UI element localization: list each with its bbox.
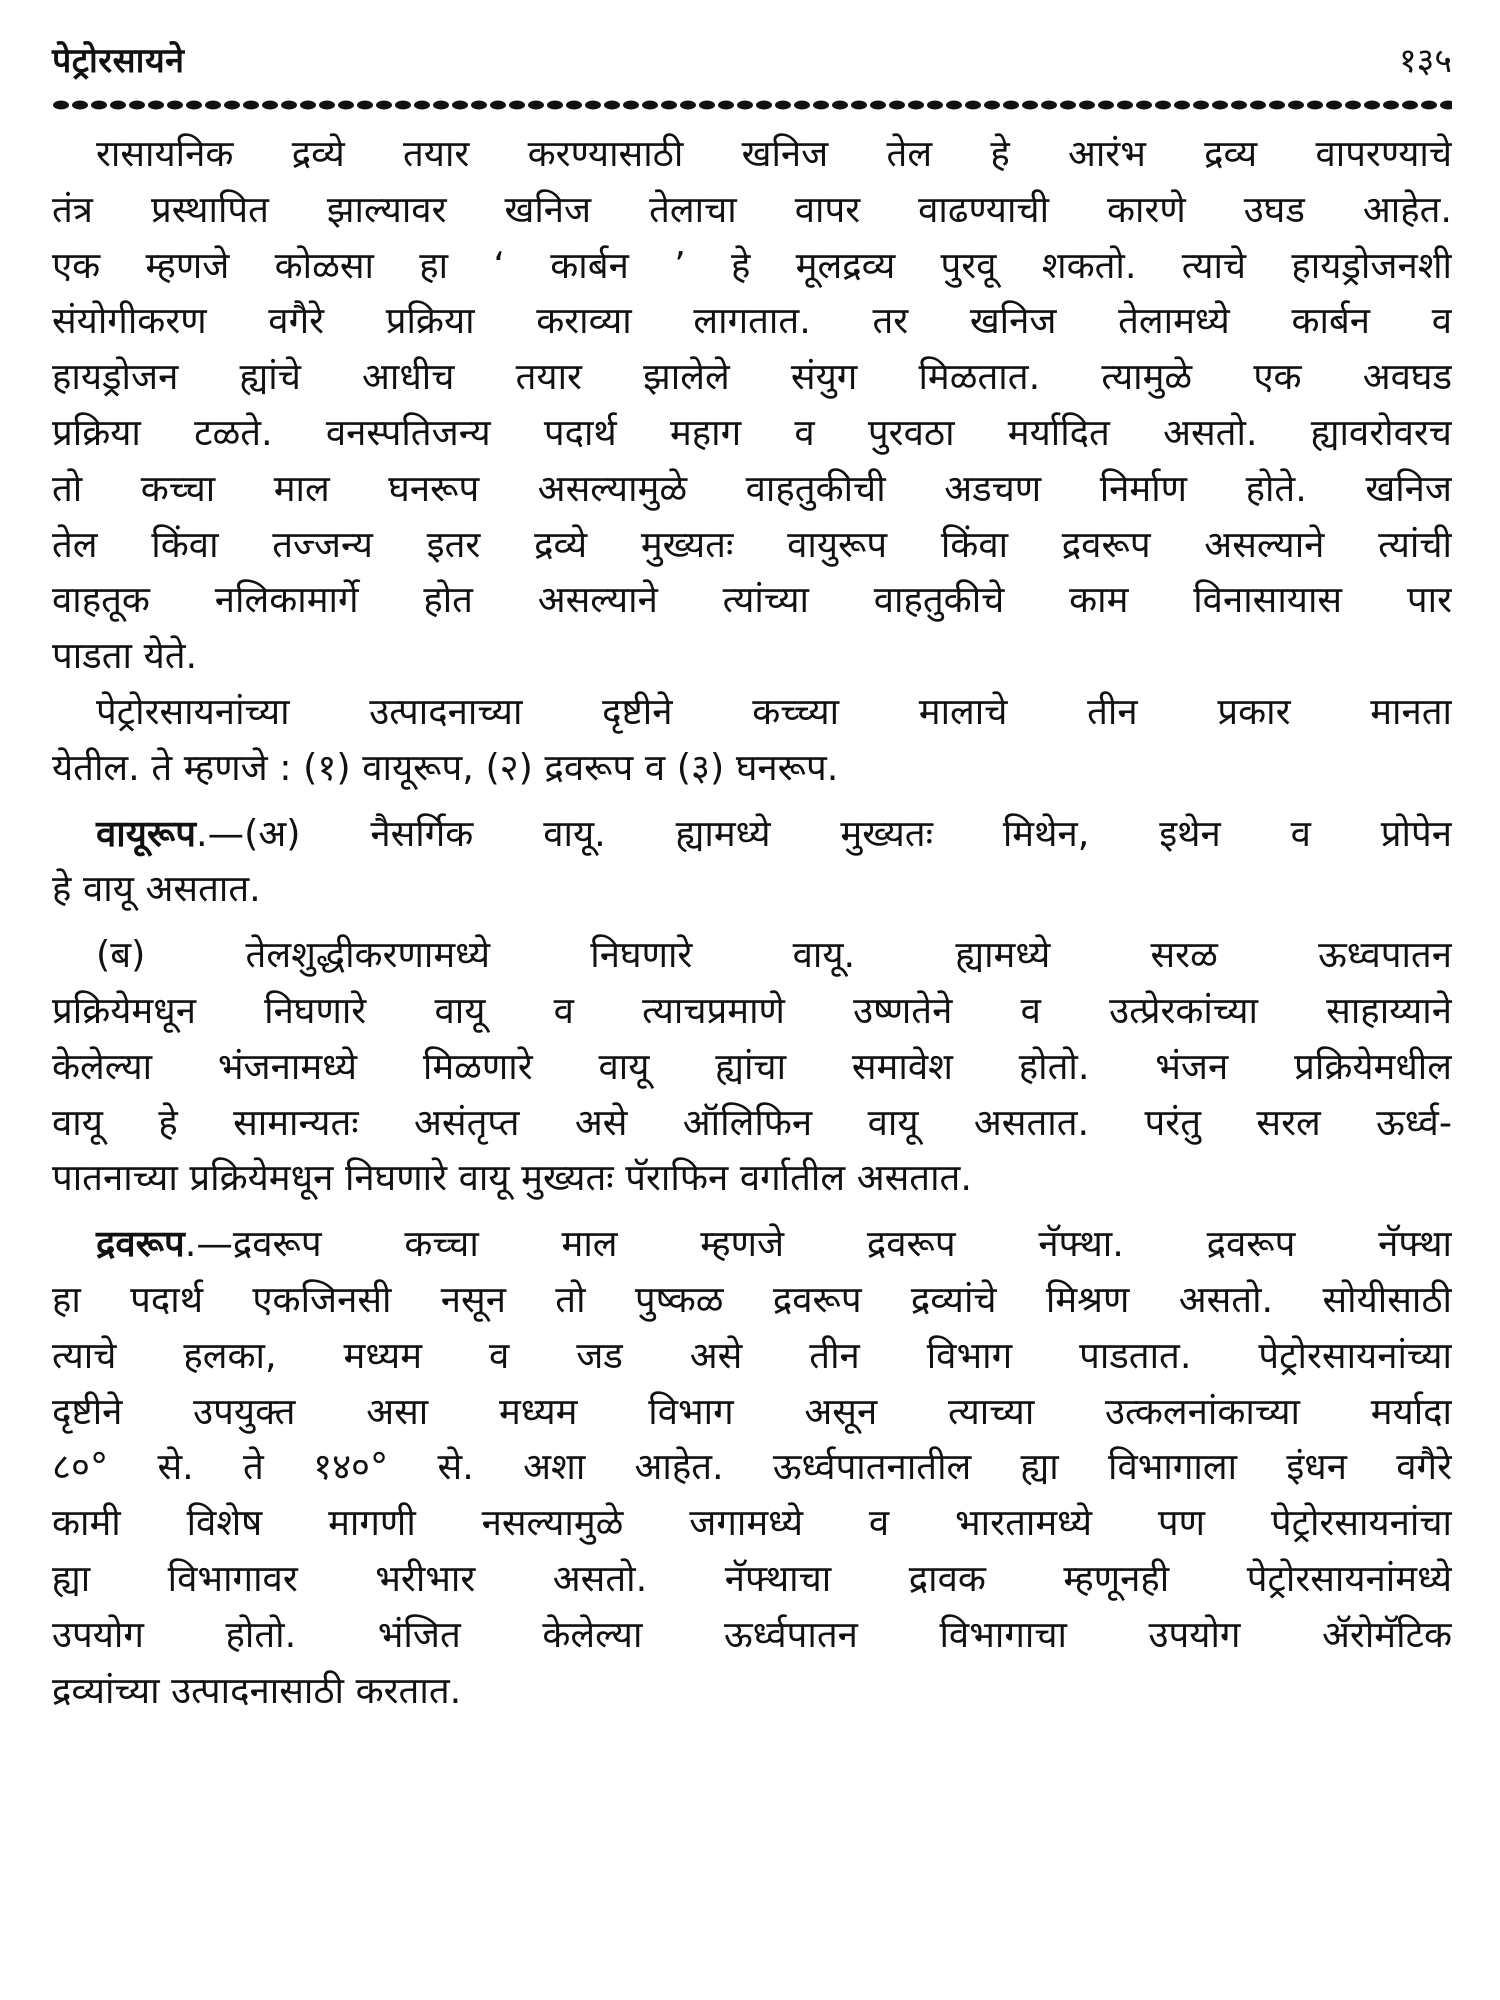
text-line: ह्या विभागावर भरीभार असतो. नॅफ्थाचा द्रावक म्हणूनही पेट्रोरसायनांमध्ये [52,1556,1452,1600]
text-line: उपयोग होतो. भंजित केलेल्या ऊर्ध्वपातन विभागाचा उपयोग ॲरोमॅटिक [52,1612,1452,1656]
text-line: दृष्टीने उपयुक्त असा मध्यम विभाग असून त्याच्या उत्कलनांकाच्या मर्यादा [52,1389,1452,1433]
section-term: वायूरूप [96,811,197,855]
paragraph [52,686,1452,798]
paragraph [52,1218,1452,1720]
text-run: .—(अ) नैसर्गिक वायू. ह्यामध्ये मुख्यतः मिथेन, इथेन व प्रोपेन [196,811,1452,855]
paragraph [52,808,1452,920]
text-run: .—द्रवरूप कच्चा माल म्हणजे द्रवरूप नॅफ्था. द्रवरूप नॅफ्था [184,1222,1452,1266]
text-line: तेल किंवा तज्जन्य इतर द्रव्ये मुख्यतः वायुरूप किंवा द्रवरूप असल्याने त्यांची [52,522,1452,566]
paragraph [52,128,1452,686]
text-line: हे वायू असतात. [52,867,261,911]
text-line: पाडता येते. [52,634,198,678]
text-line: केलेल्या भंजनामध्ये मिळणारे वायू ह्यांचा समावेश होतो. भंजन प्रक्रियेमधील [52,1044,1452,1088]
paragraph [52,929,1452,1208]
text-line: संयोगीकरण वगैरे प्रक्रिया कराव्या लागतात. तर खनिज तेलामध्ये कार्बन व [52,299,1452,343]
text-line: रासायनिक द्रव्ये तयार करण्यासाठी खनिज तेल हे आरंभ द्रव्य वापरण्याचे [96,132,1452,175]
text-line: येतील. ते म्हणजे : (१) वायूरूप, (२) द्रवरूप व (३) घनरूप. [52,745,839,789]
text-line: प्रक्रिया टळते. वनस्पतिजन्य पदार्थ महाग व पुरवठा मर्यादित असतो. ह्यावरोवरच [52,410,1452,454]
text-line [52,808,1452,864]
text-line: द्रव्यांच्या उत्पादनासाठी करतात. [52,1668,462,1712]
text-line: हा पदार्थ एकजिनसी नसून तो पुष्कळ द्रवरूप द्रव्यांचे मिश्रण असतो. सोयीसाठी [52,1277,1452,1321]
text-line [52,1218,1452,1274]
text-line: प्रक्रियेमधून निघणारे वायू व त्याचप्रमाणे उष्णतेने व उत्प्रेरकांच्या साहाय्याने [52,988,1452,1032]
text-line: कामी विशेष मागणी नसल्यामुळे जगामध्ये व भारतामध्ये पण पेट्रोरसायनांचा [52,1501,1452,1545]
text-line: त्याचे हलका, मध्यम व जड असे तीन विभाग पाडतात. पेट्रोरसायनांच्या [52,1333,1452,1377]
text-line: तंत्र प्रस्थापित झाल्यावर खनिज तेलाचा वापर वाढण्याची कारणे उघड आहेत. [52,187,1452,231]
page-header [52,36,1452,96]
running-head: पेट्रोरसायने [52,41,185,81]
section-term: द्रवरूप [96,1222,185,1266]
text-line: वायू हे सामान्यतः असंतृप्त असे ऑलिफिन वायू असतात. परंतु सरल ऊर्ध्व- [52,1100,1452,1144]
text-line: पेट्रोरसायनांच्या उत्पादनाच्या दृष्टीने कच्च्या मालाचे तीन प्रकार मानता [96,689,1452,733]
header-ornamental-rule [52,98,1452,112]
text-line: तो कच्चा माल घनरूप असल्यामुळे वाहतुकीची अडचण निर्माण होते. खनिज [52,466,1452,510]
body-text [52,128,1452,1720]
text-line: (ब) तेलशुद्धीकरणामध्ये निघणारे वायू. ह्यामध्ये सरळ ऊध्वपातन [96,933,1452,977]
text-line: एक म्हणजे कोळसा हा ‘ कार्बन ’ हे मूलद्रव्य पुरवू शकतो. त्याचे हायड्रोजनशी [52,243,1452,287]
text-line: हायड्रोजन ह्यांचे आधीच तयार झालेले संयुग मिळतात. त्यामुळे एक अवघड [52,355,1452,399]
page-number: १३५ [1398,41,1452,81]
text-line: ८०° से. ते १४०° से. अशा आहेत. ऊर्ध्वपातनातील ह्या विभागाला इंधन वगैरे [52,1445,1452,1489]
text-line: पातनाच्या प्रक्रियेमधून निघणारे वायू मुख्यतः पॅराफिन वर्गातील असतात. [52,1156,972,1200]
text-line: वाहतूक नलिकामार्गे होत असल्याने त्यांच्या वाहतुकीचे काम विनासायास पार [52,578,1452,622]
